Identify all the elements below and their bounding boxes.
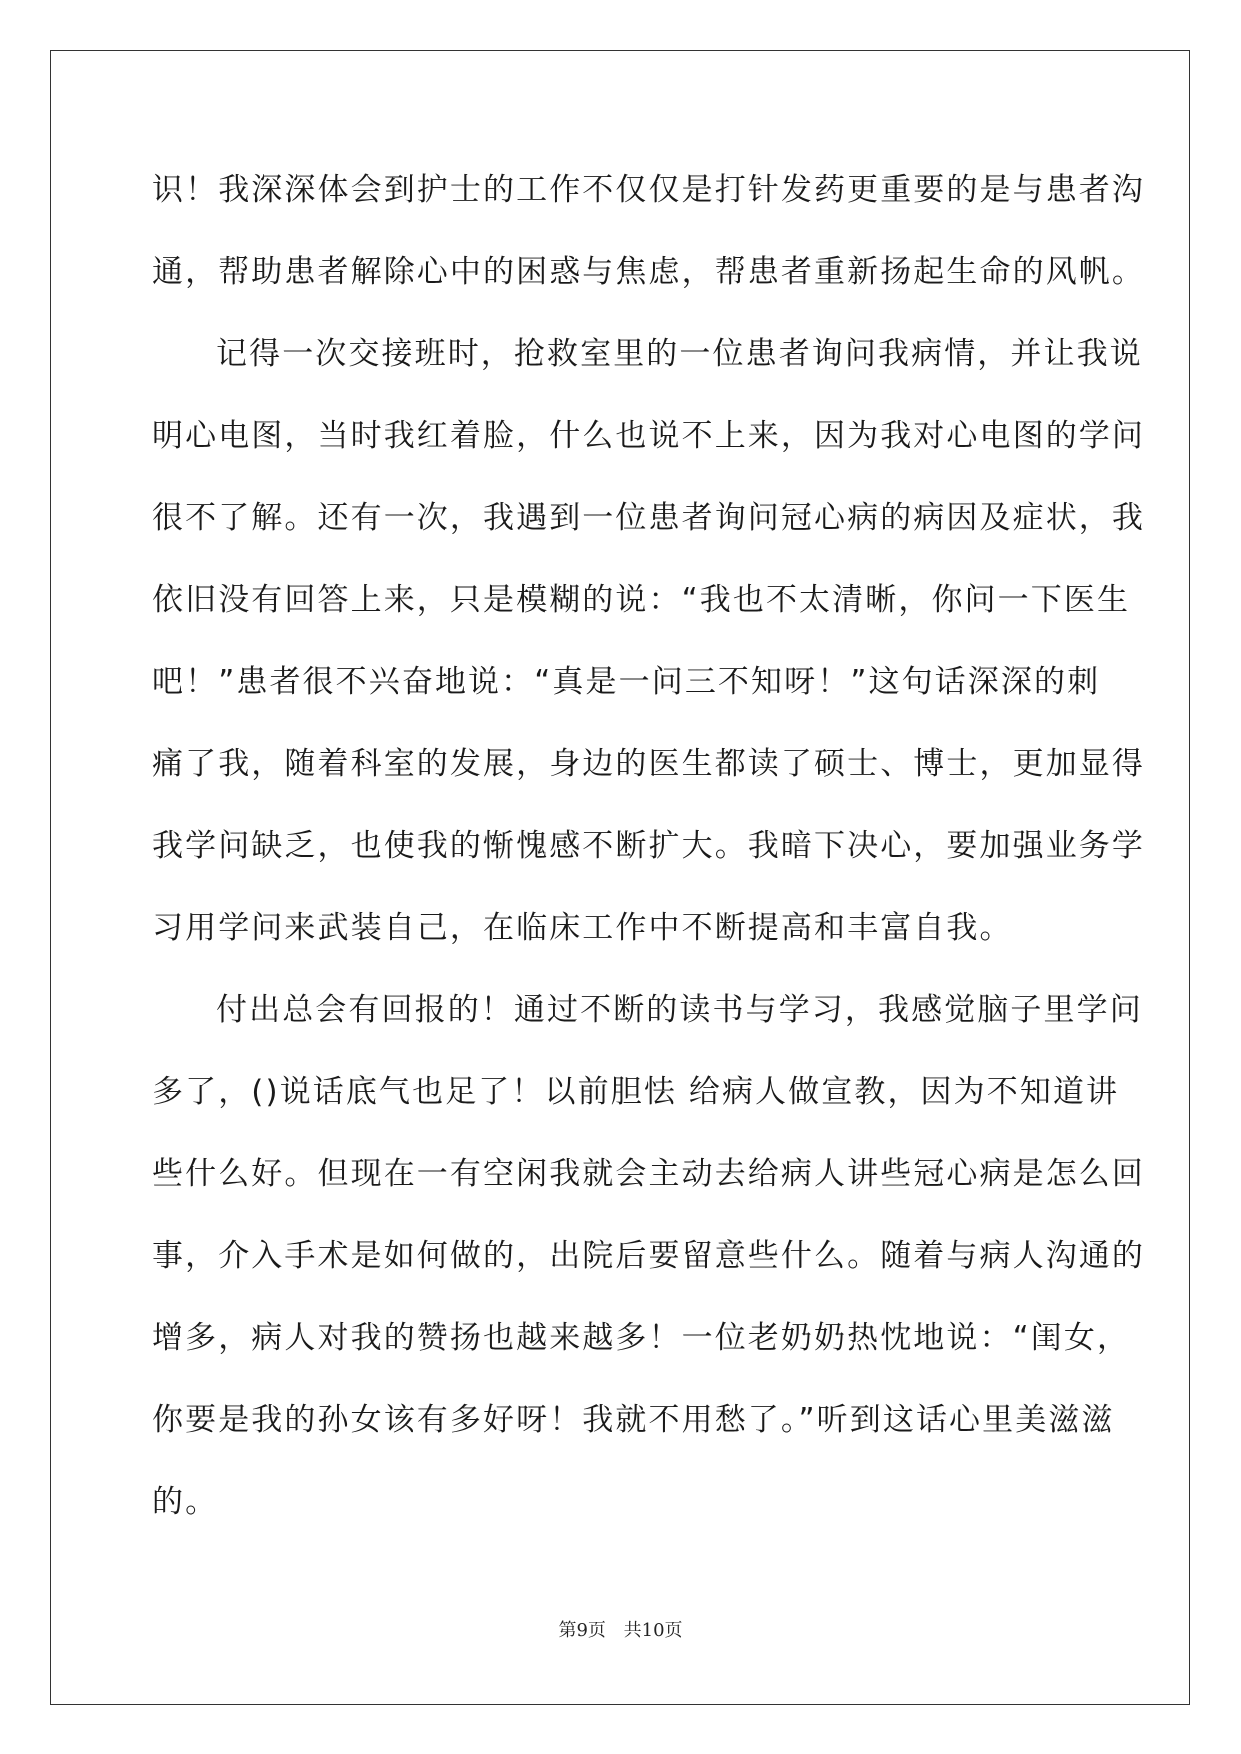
paragraph-start-line: 付出总会有回报的！通过不断的读书与学习，我感觉脑子里学问: [216, 992, 1143, 1028]
text-line: 很不了解。还有一次，我遇到一位患者询问冠心病的病因及症状，我: [152, 500, 1145, 536]
text-line: 习用学问来武装自己，在临床工作中不断提高和丰富自我。: [152, 910, 1013, 946]
text-line: 痛了我，随着科室的发展，身边的医生都读了硕士、博士，更加显得: [152, 746, 1145, 782]
text-line: 吧！”患者很不兴奋地说：“真是一问三不知呀！”这句话深深的刺: [152, 664, 1101, 700]
text-line: 我学问缺乏，也使我的惭愧感不断扩大。我暗下决心，要加强业务学: [152, 828, 1145, 864]
total-page-count: 共10页: [623, 1620, 683, 1641]
text-line: 事，介入手术是如何做的，出院后要留意些什么。随着与病人沟通的: [152, 1238, 1145, 1274]
text-line: 的。: [152, 1484, 219, 1520]
paragraph-start-line: 记得一次交接班时，抢救室里的一位患者询问我病情，并让我说: [216, 336, 1143, 372]
text-line: 增多，病人对我的赞扬也越来越多！一位老奶奶热忱地说：“闺女，: [152, 1320, 1131, 1356]
text-line: 明心电图，当时我红着脸，什么也说不上来，因为我对心电图的学问: [152, 418, 1145, 454]
text-line: 些什么好。但现在一有空闲我就会主动去给病人讲些冠心病是怎么回: [152, 1156, 1145, 1192]
text-line: 通，帮助患者解除心中的困惑与焦虑，帮患者重新扬起生命的风帆。: [152, 254, 1145, 290]
text-line: 识！我深深体会到护士的工作不仅仅是打针发药更重要的是与患者沟: [152, 172, 1145, 208]
text-line: 多了，()说话底气也足了！以前胆怯 给病人做宣教，因为不知道讲: [152, 1074, 1120, 1110]
text-line: 你要是我的孙女该有多好呀！我就不用愁了。”听到这话心里美滋滋: [152, 1402, 1115, 1438]
current-page-number: 第9页: [558, 1620, 606, 1641]
text-line: 依旧没有回答上来，只是模糊的说：“我也不太清晰，你问一下医生: [152, 582, 1131, 618]
page-footer: [0, 1616, 1241, 1642]
document-body: [152, 160, 1145, 1554]
